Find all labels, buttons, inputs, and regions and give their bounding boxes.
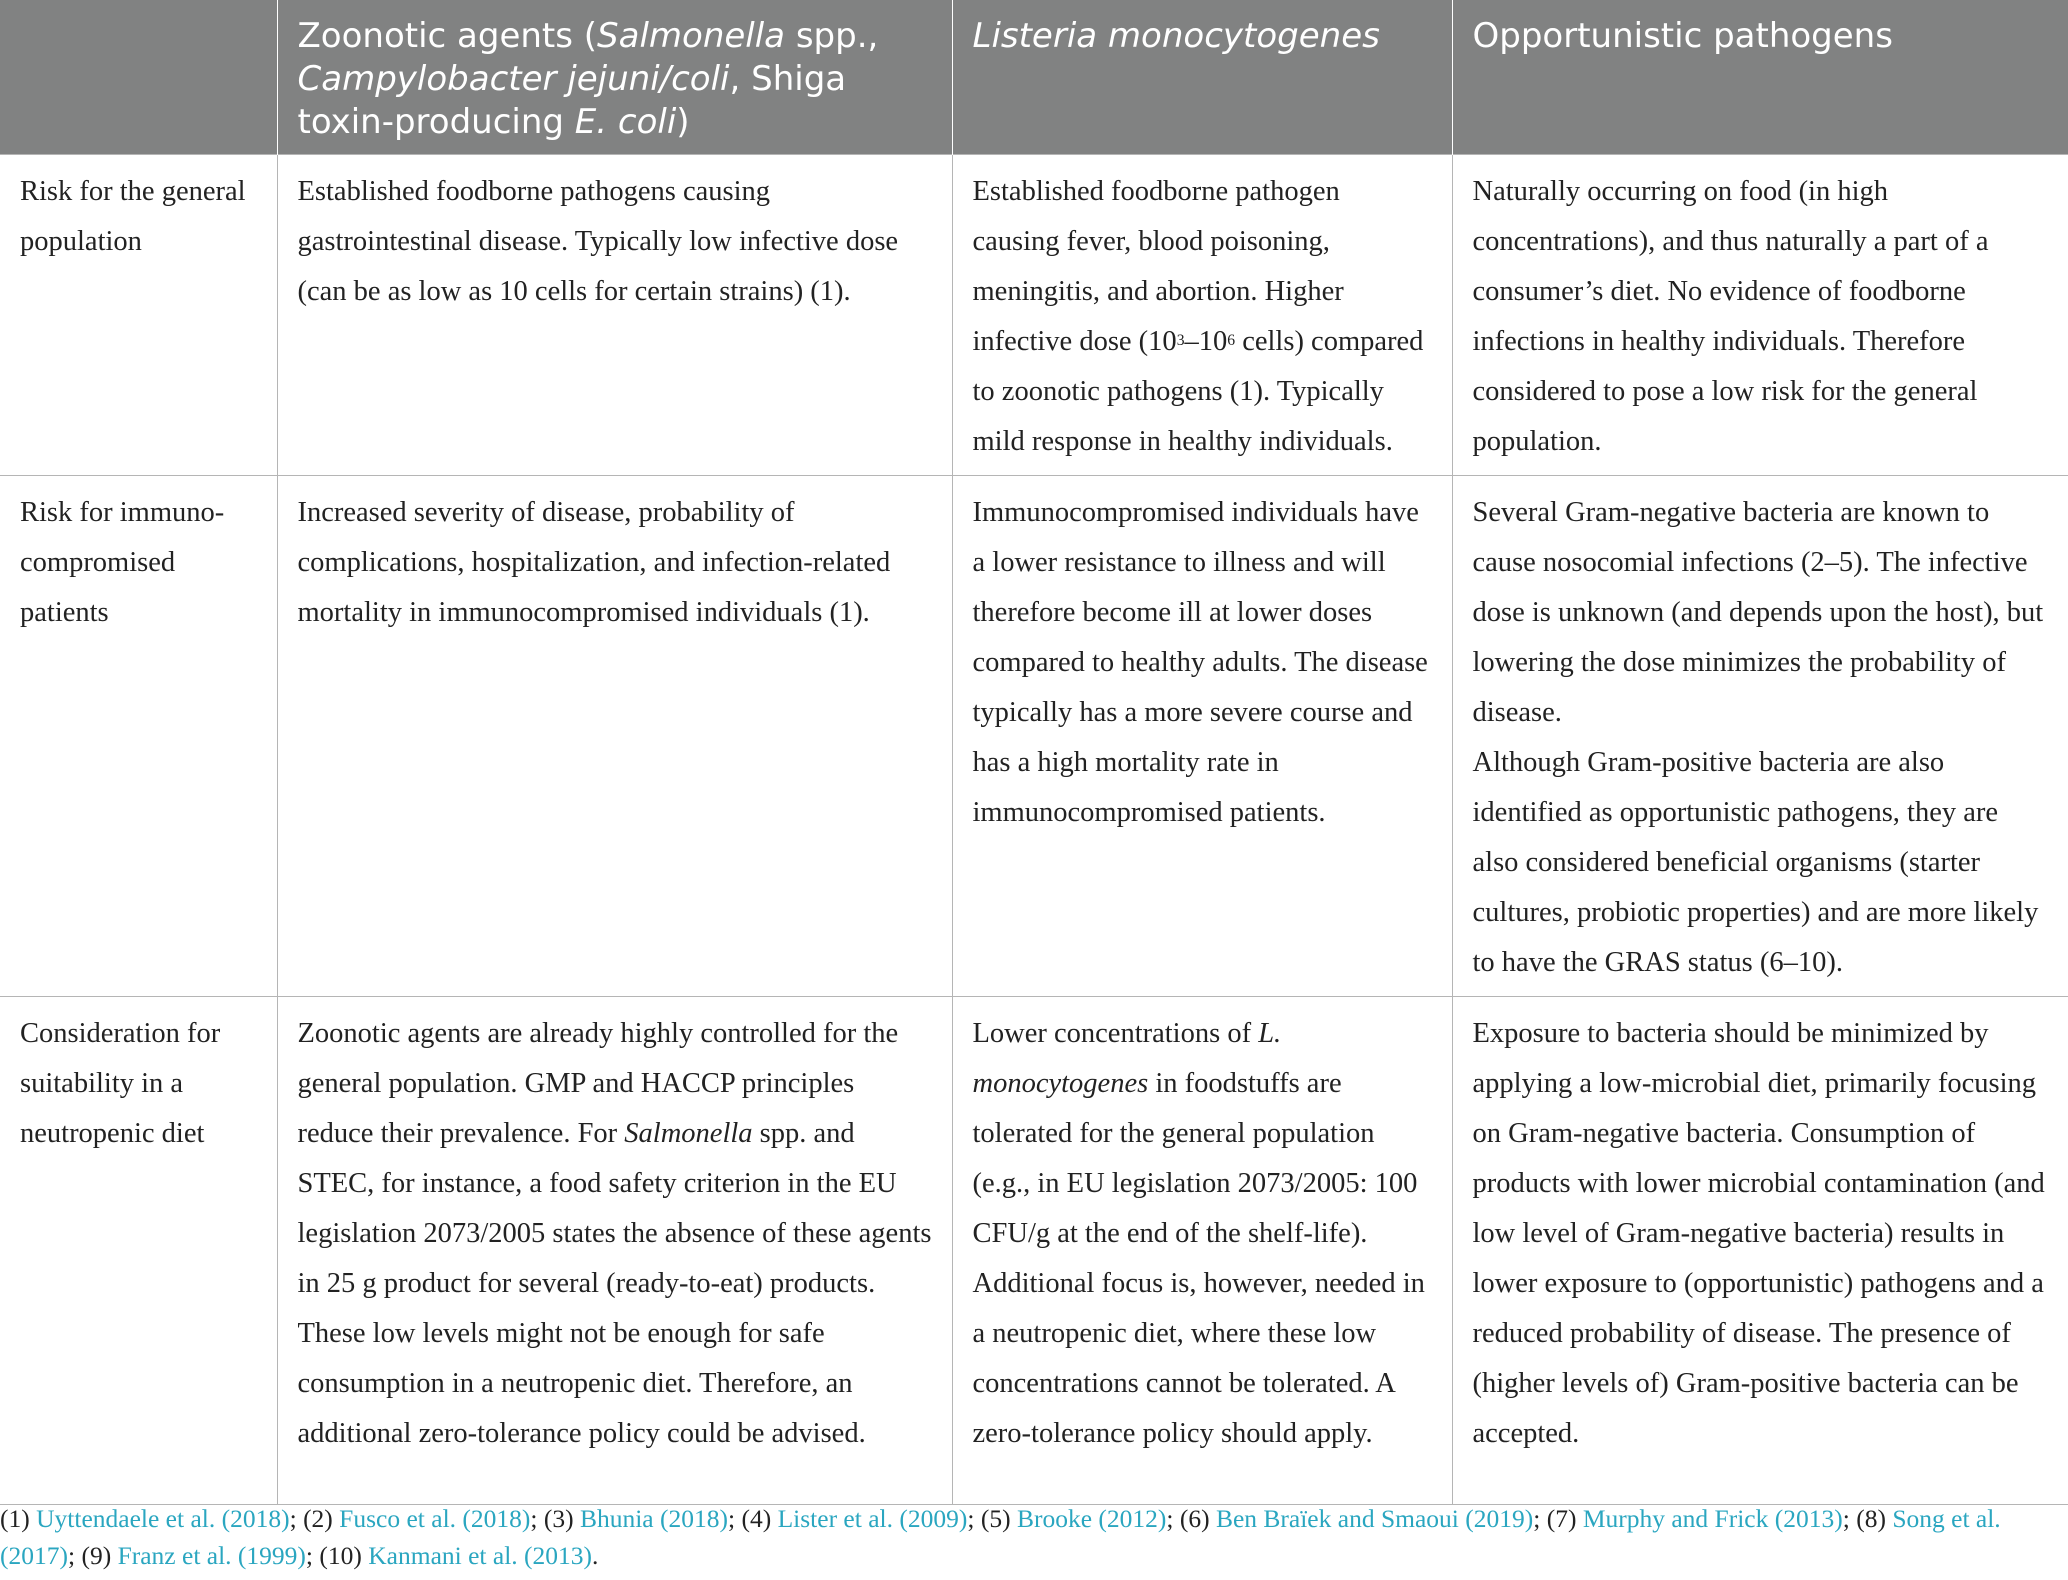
reference-link[interactable]: Song et al. (2017) bbox=[0, 1504, 2001, 1570]
reference-link[interactable]: Lister et al. (2009) bbox=[777, 1504, 968, 1533]
cell-opportunistic: Naturally occurring on food (in high concentrations), and thus naturally a part of a consumer’s diet. No evidence of foodborne infections in healthy individuals. Therefore considered to pose a low risk for the general population. bbox=[1452, 155, 2068, 476]
table-row bbox=[0, 997, 2068, 1505]
cell-zoonotic: Increased severity of disease, probability of complications, hospitalization, and infection-related mortality in immunocompromised individuals (1). bbox=[277, 476, 952, 997]
cell-zoonotic: Established foodborne pathogens causing gastrointestinal disease. Typically low infective dose (can be as low as 10 cells for certain strains) (1). bbox=[277, 155, 952, 476]
header-listeria: Listeria monocytogenes bbox=[952, 0, 1452, 155]
header-opportunistic-pathogens: Opportunistic pathogens bbox=[1452, 0, 2068, 155]
row-label: Risk for immuno-compromised patients bbox=[0, 476, 277, 997]
cell-listeria: Immunocompromised individuals have a lower resistance to illness and will therefore become ill at lower doses compared to healthy adults. The disease typically has a more severe course and has a high mortality rate in immunocompromised patients. bbox=[952, 476, 1452, 997]
cell-listeria: Established foodborne pathogen causing fever, blood poisoning, meningitis, and abortion. Higher infective dose ($10^3-10^6$ cells) compared to zoonotic pathogens (1). Typically mild response in healthy individuals. bbox=[952, 155, 1452, 476]
header-blank bbox=[0, 0, 277, 155]
reference-link[interactable]: Murphy and Frick (2013) bbox=[1582, 1504, 1843, 1533]
header-row bbox=[0, 0, 2068, 155]
table-row bbox=[0, 476, 2068, 997]
header-zoonotic-agents: Zoonotic agents (Salmonella spp., Campylobacter jejuni/coli, Shiga toxin-producing E. coli) bbox=[277, 0, 952, 155]
reference-link[interactable]: Brooke (2012) bbox=[1016, 1504, 1167, 1533]
reference-link[interactable]: Fusco et al. (2018) bbox=[339, 1504, 531, 1533]
row-label: Consideration for suitability in a neutropenic diet bbox=[0, 997, 277, 1505]
references-footnote: (1) Uyttendaele et al. (2018); (2) Fusco et al. (2018); (3) Bhunia (2018); (4) Lister et al. (2009); (5) Brooke (2012); (6) Ben Braïek and Smaoui (2019); (7) Murphy and Frick (2013); (8) Song et al. (2017); (9) Franz et al. (1999); (10) Kanmani et al. (2013). bbox=[0, 1504, 2001, 1570]
row-label: Risk for the general population bbox=[0, 155, 277, 476]
reference-link[interactable]: Bhunia (2018) bbox=[579, 1504, 728, 1533]
reference-link[interactable]: Franz et al. (1999) bbox=[117, 1541, 306, 1570]
table-row bbox=[0, 155, 2068, 476]
reference-link[interactable]: Kanmani et al. (2013) bbox=[368, 1541, 593, 1570]
cell-opportunistic: Exposure to bacteria should be minimized by applying a low-microbial diet, primarily focusing on Gram-negative bacteria. Consumption of products with lower microbial contamination (and low level of Gram-negative bacteria) results in lower exposure to (opportunistic) pathogens and a reduced probability of disease. The presence of (higher levels of) Gram-positive bacteria can be accepted. bbox=[1452, 997, 2068, 1505]
reference-link[interactable]: Uyttendaele et al. (2018) bbox=[36, 1504, 290, 1533]
reference-link[interactable]: Ben Braïek and Smaoui (2019) bbox=[1215, 1504, 1534, 1533]
cell-listeria: Lower concentrations of L. monocytogenes in foodstuffs are tolerated for the general population (e.g., in EU legislation 2073/2005: 100 CFU/g at the end of the shelf-life). Additional focus is, however, needed in a neutropenic diet, where these low concentrations cannot be tolerated. A zero-tolerance policy should apply. bbox=[952, 997, 1452, 1505]
cell-opportunistic: Several Gram-negative bacteria are known to cause nosocomial infections (2–5). The infective dose is unknown (and depends upon the host), but lowering the dose minimizes the probability of disease. Although Gram-positive bacteria are also identified as opportunistic pathogens, they are also considered beneficial organisms (starter cultures, probiotic properties) and are more likely to have the GRAS status (6–10). bbox=[1452, 476, 2068, 997]
cell-zoonotic: Zoonotic agents are already highly controlled for the general population. GMP and HACCP principles reduce their prevalence. For Salmonella spp. and STEC, for instance, a food safety criterion in the EU legislation 2073/2005 states the absence of these agents in 25 g product for several (ready-to-eat) products. These low levels might not be enough for safe consumption in a neutropenic diet. Therefore, an additional zero-tolerance policy could be advised. bbox=[277, 997, 952, 1505]
